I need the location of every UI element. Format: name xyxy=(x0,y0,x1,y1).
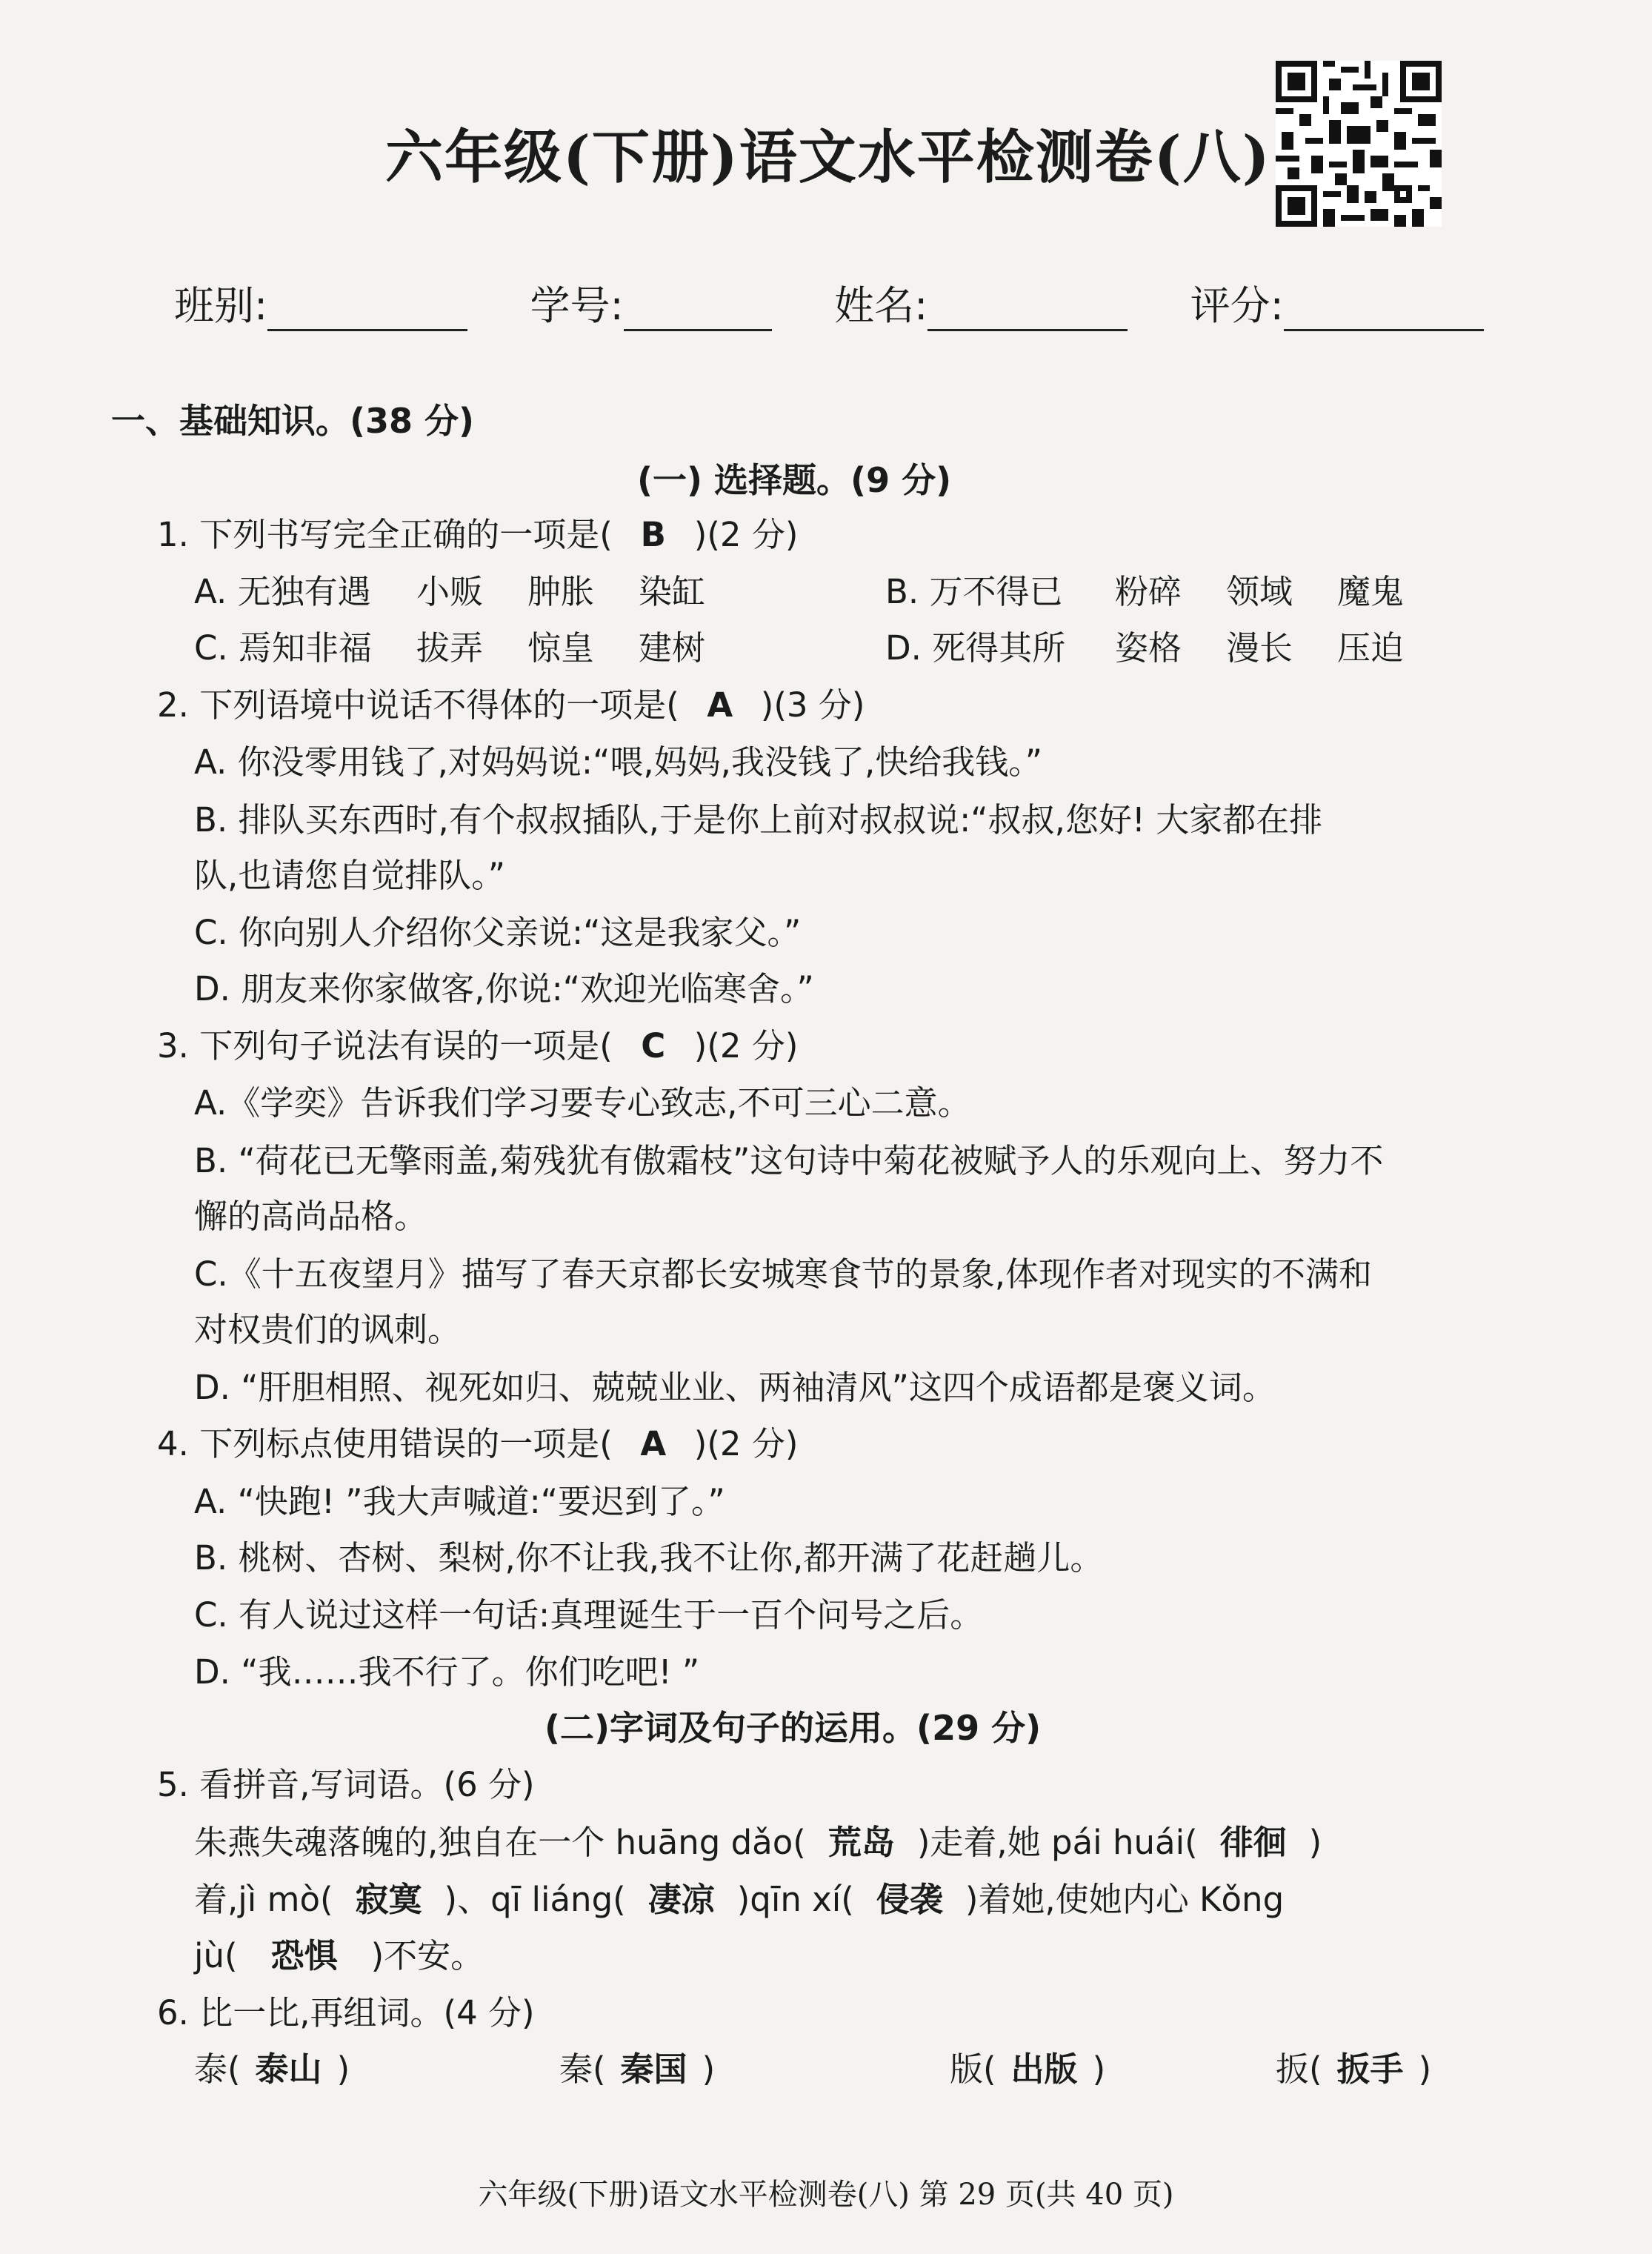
pinyin-line: jù( 恐惧 )不安。 xyxy=(194,1929,484,1977)
option-text: 对权贵们的讽刺。 xyxy=(194,1310,462,1349)
option-text: D. 朋友来你家做客,你说:“欢迎光临寒舍。” xyxy=(194,969,814,1008)
answer-text: A xyxy=(640,1424,667,1463)
option-text: C. 你向别人介绍你父亲说:“这是我家父。” xyxy=(194,913,802,952)
class-field[interactable] xyxy=(267,292,467,331)
option-text: D. “我……我不行了。你们吃吧! ” xyxy=(194,1652,700,1692)
option-row: C. 焉知非福 拔弄 惊皇 建树 xyxy=(194,628,706,668)
answer-text: 凄凉 xyxy=(647,1880,715,1919)
option-text: B. 排队买东西时,有个叔叔插队,于是你上前对叔叔说:“叔叔,您好! 大家都在排 xyxy=(194,800,1323,840)
answer-text: 荒岛 xyxy=(827,1823,895,1862)
section-heading: 一、基础知识。(38 分) xyxy=(111,401,475,441)
word-compare-item: 秦( 秦国 ) xyxy=(559,2042,715,2090)
answer-text: A xyxy=(707,685,733,725)
option-text: B. 桃树、杏树、梨树,你不让我,我不让你,都开满了花赶趟儿。 xyxy=(194,1538,1104,1578)
word-compare-item: 版( 出版 ) xyxy=(950,2042,1105,2090)
answer-text: B xyxy=(640,515,666,554)
option-text: B. “荷花已无擎雨盖,菊残犹有傲霜枝”这句诗中菊花被赋予人的乐观向上、努力不 xyxy=(194,1141,1384,1180)
question-3-stem: 3. 下列句子说法有误的一项是( C )(2 分) xyxy=(157,1026,799,1066)
answer-text: 侵袭 xyxy=(876,1880,943,1919)
answer-text: 寂寞 xyxy=(355,1880,422,1919)
question-6-stem: 6. 比一比,再组词。(4 分) xyxy=(157,1993,535,2032)
subsection-heading: (二)字词及句子的运用。(29 分) xyxy=(544,1708,1042,1748)
answer-text: 扳手 xyxy=(1336,2049,1404,2089)
page-title: 六年级(下册)语文水平检测卷(八) xyxy=(385,124,1271,191)
question-2-stem: 2. 下列语境中说话不得体的一项是( A )(3 分) xyxy=(157,685,865,725)
word-compare-item: 扳( 扳手 ) xyxy=(1276,2042,1431,2090)
option-row: A. 无独有遇 小贩 肿胀 染缸 xyxy=(194,572,706,611)
option-text: A.《学奕》告诉我们学习要专心致志,不可三心二意。 xyxy=(194,1083,971,1123)
answer-text: 恐惧 xyxy=(270,1936,338,1975)
answer-text: 泰山 xyxy=(255,2049,322,2089)
option-row: D. 死得其所 姿格 漫长 压迫 xyxy=(885,628,1405,668)
option-text: 懈的高尚品格。 xyxy=(194,1197,428,1236)
name-field[interactable] xyxy=(927,292,1128,331)
score-label: 评分: xyxy=(1190,282,1284,329)
option-text: A. “快跑! ”我大声喊道:“要迟到了。” xyxy=(194,1482,725,1521)
answer-text: 徘徊 xyxy=(1219,1823,1287,1862)
pinyin-line: 朱燕失魂落魄的,独自在一个 huāng dǎo( 荒岛 )走着,她 pái huái( 徘徊 ) xyxy=(194,1815,1322,1864)
pinyin-line: 着,jì mò( 寂寞 )、qī liáng( 凄凉 )qīn xí( 侵袭 )着她,使她内心 Kǒng xyxy=(194,1872,1284,1921)
class-label: 班别: xyxy=(174,282,268,329)
subsection-heading: (一) 选择题。(9 分) xyxy=(637,460,952,500)
student-id-field[interactable] xyxy=(624,292,772,331)
page-footer: 六年级(下册)语文水平检测卷(八) 第 29 页(共 40 页) xyxy=(478,2178,1174,2212)
option-text: C.《十五夜望月》描写了春天京都长安城寒食节的景象,体现作者对现实的不满和 xyxy=(194,1254,1373,1294)
student-id-label: 学号: xyxy=(530,282,624,329)
name-label: 姓名: xyxy=(834,282,928,329)
student-info-row xyxy=(174,274,1484,331)
option-text: A. 你没零用钱了,对妈妈说:“喂,妈妈,我没钱了,快给我钱。” xyxy=(194,742,1043,782)
option-text: C. 有人说过这样一句话:真理诞生于一百个问号之后。 xyxy=(194,1595,984,1635)
qr-code-icon xyxy=(1276,61,1442,227)
answer-text: 出版 xyxy=(1010,2049,1078,2089)
answer-text: C xyxy=(641,1026,666,1066)
option-row: B. 万不得已 粉碎 领域 魔鬼 xyxy=(885,572,1405,611)
answer-text: 秦国 xyxy=(620,2049,687,2089)
score-field[interactable] xyxy=(1284,292,1484,331)
question-4-stem: 4. 下列标点使用错误的一项是( A )(2 分) xyxy=(157,1424,799,1463)
option-text: 队,也请您自觉排队。” xyxy=(194,856,506,895)
question-5-stem: 5. 看拼音,写词语。(6 分) xyxy=(157,1765,535,1804)
option-text: D. “肝胆相照、视死如归、兢兢业业、两袖清风”这四个成语都是褒义词。 xyxy=(194,1368,1276,1407)
word-compare-item: 泰( 泰山 ) xyxy=(194,2042,350,2090)
question-1-stem: 1. 下列书写完全正确的一项是( B )(2 分) xyxy=(157,515,799,554)
